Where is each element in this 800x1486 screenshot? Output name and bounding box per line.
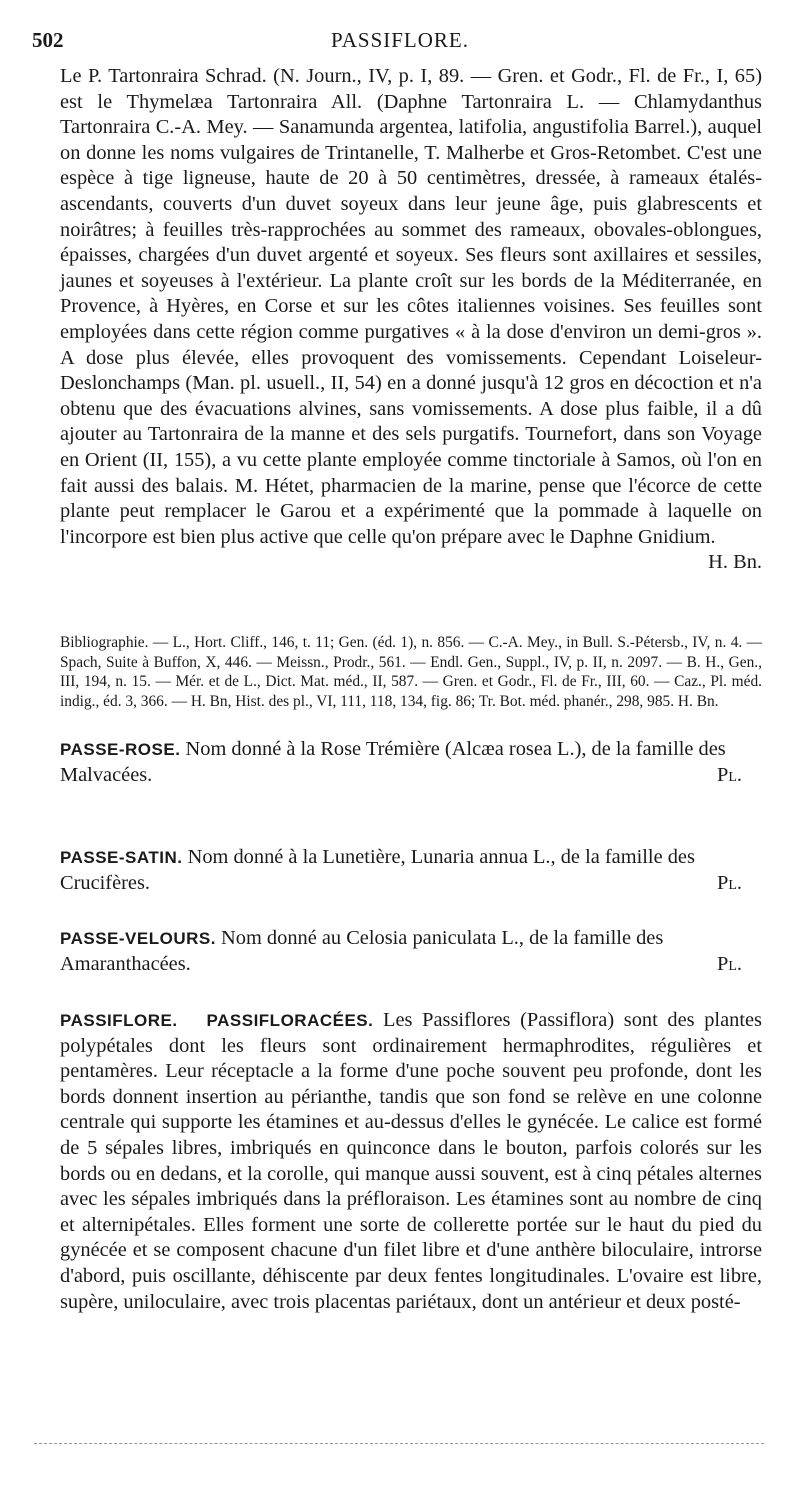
passiflore-article: [60, 1008, 762, 1315]
paragraph-text: Le P. Tartonraira Schrad. (N. Journ., IV, p. I, 89. — Gren. et Godr., Fl. de Fr., I, 65) est le Thymelæa Tartonraira All. (Daphne Tartonraira L. — Chlamydanthus Tartonraira C.-A. Mey. — Sanamunda argentea, latifolia, angustifolia Barrel.), auquel on donne les noms vulgaires de Trintanelle, T. Malherbe et Gros-Retombet. C'est une espèce à tige ligneuse, haute de 20 à 50 centimètres, dressée, à rameaux étalés-ascendants, couverts d'un duvet soyeux dans leur jeune âge, puis glabrescents et noirâtres; à feuilles très-rapprochées au sommet des rameaux, obovales-oblongues, épaisses, chargées d'un duvet argenté et soyeux. Ses fleurs sont axillaires et sessiles, jaunes et soyeuses à l'extérieur. La plante croît sur les bords de la Méditerranée, en Provence, à Hyères, en Corse et sur les côtes italiennes voisines. Ses feuilles sont employées dans cette région comme purgatives « à la dose d'environ un demi-gros ». A dose plus élevée, elles provoquent des vomissements. Cependant Loiseleur-Deslonchamps (Man. pl. usuell., II, 54) en a donné jusqu'à 12 gros en décoction et n'a obtenu que des évacuations alvines, sans vomissements. A dose plus faible, il a dû ajouter au Tartonraira de la manne et des sels purgatifs. Tournefort, dans son Voyage en Orient (II, 155), a vu cette plante employée comme tinctoriale à Samos, où l'on en fait aussi des balais. M. Hétet, pharmacien de la marine, pense que l'écorce de cette plante peut remplacer le Garou et a expérimenté que la pommade à laquelle on l'incorpore est bien plus active que celle qu'on prépare avec le Daphne Gnidium.: [60, 65, 762, 548]
entry-signature: Pl.: [717, 952, 742, 975]
article-headword-family: PASSIFLORACÉES.: [206, 1011, 374, 1030]
entry-paragraph: [60, 926, 762, 977]
entry-paragraph: [60, 845, 762, 896]
entry-passe-rose: [60, 737, 762, 788]
entry-headword: PASSE-ROSE.: [60, 740, 181, 759]
running-title: PASSIFLORE.: [330, 28, 470, 52]
entry-signature: Pl.: [717, 763, 742, 786]
entry-text: Nom donné à la Lunetière, Lunaria annua L., de la famille des Crucifères.: [60, 846, 695, 894]
tartonraira-paragraph: [60, 64, 762, 574]
passiflore-paragraph: [60, 1008, 762, 1315]
entry-headword: PASSE-VELOURS.: [60, 929, 216, 948]
article-text: Les Passiflores (Passiflora) sont des plantes polypétales dont les fleurs sont ordinairement hermaphrodites, régulières et pentamères. Leur réceptacle a la forme d'une poche souvent peu profonde, dont les bords donnent insertion au périanthe, tandis que son fond se relève en une colonne centrale qui supporte les étamines et au-dessus d'elles le gynécée. Le calice est formé de 5 sépales libres, imbriqués en quinconce dans le bouton, parfois colorés sur les bords ou en dedans, et la corolle, qui manque aussi souvent, est à cinq pétales alternes avec les sépales imbriqués dans la préfloraison. Les étamines sont au nombre de cinq et alternipétales. Elles forment une sorte de collerette portée sur le haut du pied du gynécée et se composent chacune d'un filet libre et d'une anthère biloculaire, introrse d'abord, puis oscillante, déhiscente par deux fentes longitudinales. L'ovaire est libre, supère, uniloculaire, avec trois placentas pariétaux, dont un antérieur et deux posté-: [60, 1009, 762, 1313]
bottom-rule: [34, 1443, 764, 1444]
entry-signature: Pl.: [717, 871, 742, 894]
article-headword: PASSIFLORE.: [60, 1011, 178, 1030]
page-header: [32, 28, 768, 58]
page-number: 502: [32, 28, 64, 52]
entry-text: Nom donné au Celosia paniculata L., de la famille des Amaranthacées.: [60, 927, 664, 975]
entry-passe-satin: [60, 845, 762, 896]
entry-paragraph: [60, 737, 762, 788]
main-paragraph-block: [60, 64, 762, 576]
entry-headword: PASSE-SATIN.: [60, 848, 183, 867]
author-signature: H. Bn.: [708, 551, 762, 574]
entry-text: Nom donné à la Rose Trémière (Alcæa rosea L.), de la famille des Malvacées.: [60, 738, 726, 786]
entry-passe-velours: [60, 926, 762, 977]
bibliography-block: [60, 633, 762, 712]
bibliography: Bibliographie. — L., Hort. Cliff., 146, t. 11; Gen. (éd. 1), n. 856. — C.-A. Mey., in Bull. S.-Pétersb., IV, n. 4. — Spach, Suite à Buffon, X, 446. — Meissn., Prodr., 561. — Endl. Gen., Suppl., IV, p. II, n. 2097. — B. H., Gen., III, 194, n. 15. — Mér. et de L., Dict. Mat. méd., II, 587. — Gren. et Godr., Fl. de Fr., III, 60. — Caz., Pl. méd. indig., éd. 3, 366. — H. Bn, Hist. des pl., VI, 111, 118, 134, fig. 86; Tr. Bot. méd. phanér., 298, 985. H. Bn.: [60, 634, 762, 711]
